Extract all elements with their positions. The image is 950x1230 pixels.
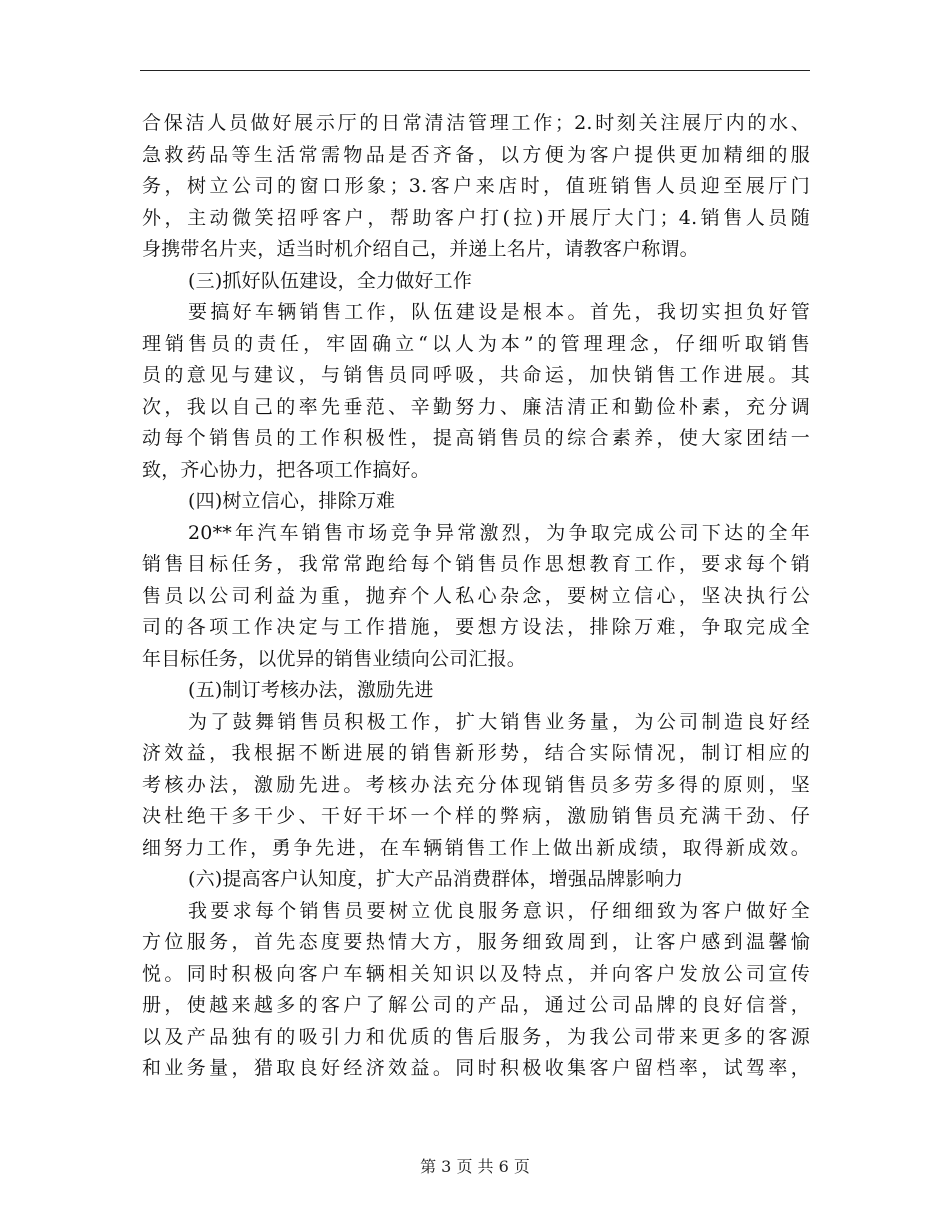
text-line: 务，树立公司的窗口形象；3.客户来店时，值班销售人员迎至展厅门 <box>142 175 810 197</box>
section-heading: (三)抓好队伍建设，全力做好工作 <box>188 269 473 292</box>
text-line: 动每个销售员的工作积极性，提高销售员的综合素养，使大家团结一 <box>142 427 810 449</box>
text-line: 方位服务，首先态度要热情大方，服务细致周到，让客户感到温馨愉 <box>142 931 810 953</box>
text-line: 年目标任务，以优异的销售业绩向公司汇报。 <box>142 647 527 670</box>
text-line: 20**年汽车销售市场竞争异常激烈，为争取完成公司下达的全年 <box>188 521 810 544</box>
text-line: 悦。同时积极向客户车辆相关知识以及特点，并向客户发放公司宣传 <box>142 962 810 985</box>
text-line: 册，使越来越多的客户了解公司的产品，通过公司品牌的良好信誉， <box>142 994 810 1016</box>
section-heading: (五)制订考核办法，激励先进 <box>188 679 434 701</box>
text-line: 售员以公司利益为重，抛弃个人私心杂念，要树立信心，坚决执行公 <box>142 584 810 607</box>
text-line: 细努力工作，勇争先进，在车辆销售工作上做出新成绩，取得新成效。 <box>142 836 810 859</box>
text-line: 要搞好车辆销售工作，队伍建设是根本。首先，我切实担负好管 <box>188 301 810 323</box>
text-line: 我要求每个销售员要树立优良服务意识，仔细细致为客户做好全 <box>188 899 810 922</box>
text-line: 和业务量，猎取良好经济效益。同时积极收集客户留档率，试驾率， <box>142 1057 810 1079</box>
text-line: 司的各项工作决定与工作措施，要想方设法，排除万难，争取完成全 <box>142 616 810 638</box>
text-line: 合保洁人员做好展示厅的日常清洁管理工作；2.时刻关注展厅内的水、 <box>142 112 810 134</box>
section-heading: (六)提高客户认知度，扩大产品消费群体，增强品牌影响力 <box>188 868 684 890</box>
text-line: 为了鼓舞销售员积极工作，扩大销售业务量，为公司制造良好经 <box>188 710 810 733</box>
document-body <box>142 108 810 1085</box>
text-line: 次，我以自己的率先垂范、辛勤努力、廉洁清正和勤俭朴素，充分调 <box>142 395 810 418</box>
text-line: 身携带名片夹，适当时机介绍自己，并递上名片，请教客户称谓。 <box>142 238 699 260</box>
text-line: 决杜绝干多干少、干好干坏一个样的弊病，激励销售员充满干劲、仔 <box>142 805 810 827</box>
text-line: 员的意见与建议，与销售员同呼吸，共命运，加快销售工作进展。其 <box>142 364 810 386</box>
section-heading: (四)树立信心，排除万难 <box>188 490 396 512</box>
text-line: 销售目标任务，我常常跑给每个销售员作思想教育工作，要求每个销 <box>142 553 810 575</box>
text-line: 急救药品等生活常需物品是否齐备，以方便为客户提供更加精细的服 <box>142 143 810 166</box>
text-line: 致，齐心协力，把各项工作搞好。 <box>142 458 431 481</box>
page-number-footer: 第 3 页 共 6 页 <box>420 1157 530 1176</box>
text-line: 以及产品独有的吸引力和优质的售后服务，为我公司带来更多的客源 <box>142 1025 810 1048</box>
text-line: 外，主动微笑招呼客户，帮助客户打(拉)开展厅大门；4.销售人员随 <box>142 206 810 229</box>
header-rule <box>140 70 810 71</box>
text-line: 理销售员的责任，牢固确立“以人为本”的管理理念，仔细听取销售 <box>142 332 810 355</box>
text-line: 考核办法，激励先进。考核办法充分体现销售员多劳多得的原则，坚 <box>142 773 810 796</box>
text-line: 济效益，我根据不断进展的销售新形势，结合实际情况，制订相应的 <box>142 742 810 764</box>
